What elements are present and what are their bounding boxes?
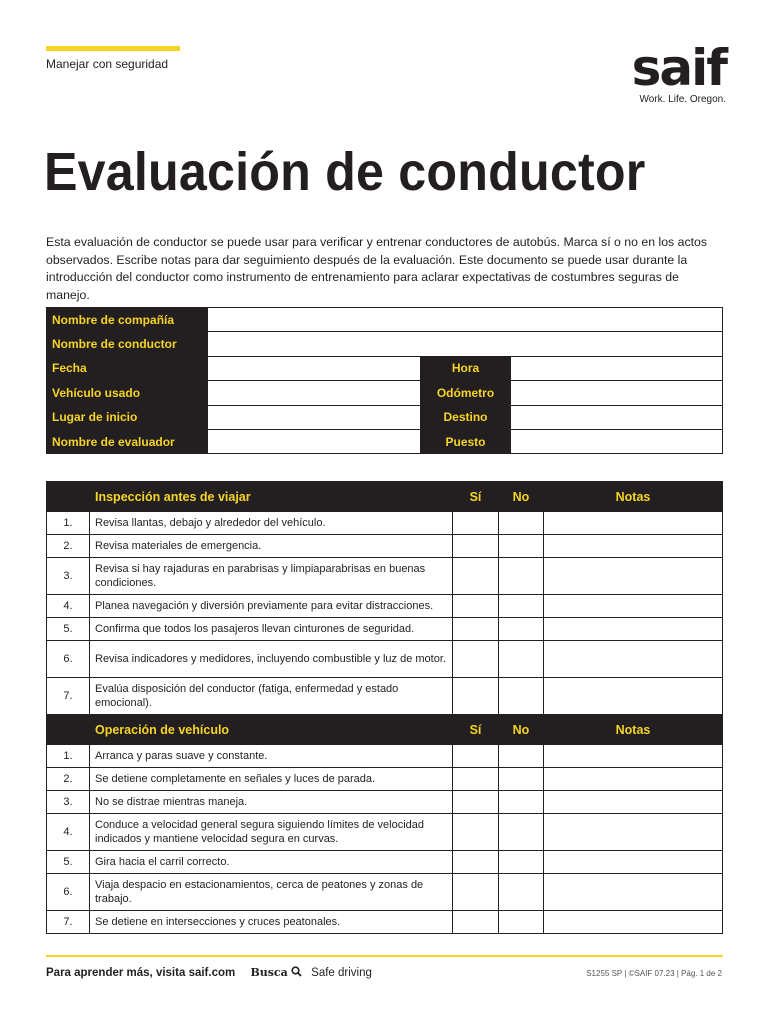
notes-cell[interactable] [544, 535, 723, 558]
no-cell[interactable] [499, 618, 544, 641]
notes-cell[interactable] [544, 791, 723, 814]
table-row [47, 745, 723, 768]
accent-bar [46, 46, 180, 51]
item-text: Revisa si hay rajaduras en parabrisas y limpiaparabrisas en buenas condiciones. [90, 558, 453, 595]
no-cell[interactable] [499, 558, 544, 595]
notes-cell[interactable] [544, 595, 723, 618]
no-cell[interactable] [499, 791, 544, 814]
item-text: Conduce a velocidad general segura siguiendo límites de velocidad indicados y mantiene velocidad segura en curvas. [90, 814, 453, 851]
item-number: 6. [47, 874, 90, 911]
no-header: No [499, 715, 544, 745]
vehicle-label: Vehículo usado [47, 381, 208, 405]
footer-links [46, 966, 372, 979]
table-row [47, 535, 723, 558]
table-row [47, 595, 723, 618]
odometer-field[interactable] [511, 381, 723, 405]
search-term[interactable]: Safe driving [311, 967, 372, 979]
page-title: Evaluación de conductor [44, 142, 646, 202]
footer-site-link[interactable]: saif.com [188, 967, 236, 979]
no-cell[interactable] [499, 595, 544, 618]
yes-cell[interactable] [453, 851, 499, 874]
no-cell[interactable] [499, 535, 544, 558]
yes-cell[interactable] [453, 768, 499, 791]
item-number: 2. [47, 535, 90, 558]
yes-header: Sí [453, 482, 499, 512]
no-cell[interactable] [499, 641, 544, 678]
table-row [47, 911, 723, 934]
item-number: 1. [47, 745, 90, 768]
evaluator-field[interactable] [208, 429, 421, 453]
yes-cell[interactable] [453, 814, 499, 851]
company-label: Nombre de compañía [47, 308, 208, 332]
position-field[interactable] [511, 429, 723, 453]
start-label: Lugar de inicio [47, 405, 208, 429]
yes-cell[interactable] [453, 512, 499, 535]
position-label: Puesto [421, 429, 511, 453]
table-row [47, 874, 723, 911]
footer-learn-text: Para aprender más, visita [46, 967, 186, 979]
busca-text: Busca [250, 966, 288, 979]
table-row [47, 558, 723, 595]
no-cell[interactable] [499, 911, 544, 934]
yes-cell[interactable] [453, 618, 499, 641]
item-number: 5. [47, 851, 90, 874]
item-text: Evalúa disposición del conductor (fatiga, enfermedad y estado emocional). [90, 678, 453, 715]
table-row [47, 768, 723, 791]
section-num-header [47, 715, 90, 745]
yes-cell[interactable] [453, 535, 499, 558]
magnifier-icon [291, 966, 302, 977]
evaluator-label: Nombre de evaluador [47, 429, 208, 453]
item-text: Planea navegación y diversión previamente para evitar distracciones. [90, 595, 453, 618]
yes-cell[interactable] [453, 558, 499, 595]
info-form [46, 307, 723, 454]
footer-bar [46, 955, 723, 957]
section-header [47, 715, 723, 745]
notes-cell[interactable] [544, 745, 723, 768]
yes-cell[interactable] [453, 874, 499, 911]
item-number: 7. [47, 678, 90, 715]
table-row [47, 512, 723, 535]
notes-cell[interactable] [544, 851, 723, 874]
notes-cell[interactable] [544, 814, 723, 851]
section-header [47, 482, 723, 512]
notes-cell[interactable] [544, 911, 723, 934]
item-text: Revisa llantas, debajo y alrededor del vehículo. [90, 512, 453, 535]
notes-cell[interactable] [544, 558, 723, 595]
section-title: Inspección antes de viajar [90, 482, 453, 512]
document-code: S1255 SP | ©SAIF 07.23 | Pág. 1 de 2 [586, 969, 722, 978]
table-row [47, 814, 723, 851]
yes-header: Sí [453, 715, 499, 745]
item-number: 2. [47, 768, 90, 791]
no-cell[interactable] [499, 814, 544, 851]
yes-cell[interactable] [453, 791, 499, 814]
item-text: Viaja despacio en estacionamientos, cerca de peatones y zonas de trabajo. [90, 874, 453, 911]
notes-cell[interactable] [544, 768, 723, 791]
yes-cell[interactable] [453, 641, 499, 678]
table-row [47, 678, 723, 715]
section-num-header [47, 482, 90, 512]
tagline: Manejar con seguridad [46, 57, 169, 71]
item-text: Revisa indicadores y medidores, incluyendo combustible y luz de motor. [90, 641, 453, 678]
notes-cell[interactable] [544, 618, 723, 641]
no-cell[interactable] [499, 851, 544, 874]
intro-paragraph: Esta evaluación de conductor se puede usar para verificar y entrenar conductores de autobús. Marca sí o no en los actos observados. Escribe notas para dar seguimiento después de la evaluación. Este documento se puede usar durante la introducción del conductor como instrumento de entrenamiento para aclarar expectativas de costumbres seguras de manejo. [46, 235, 707, 302]
time-field[interactable] [511, 356, 723, 380]
company-field[interactable] [208, 308, 723, 332]
logo-wordmark: saif [631, 39, 726, 97]
notes-header: Notas [544, 482, 723, 512]
yes-cell[interactable] [453, 678, 499, 715]
no-cell[interactable] [499, 745, 544, 768]
date-label: Fecha [47, 356, 208, 380]
item-number: 1. [47, 512, 90, 535]
item-text: Arranca y paras suave y constante. [90, 745, 453, 768]
no-cell[interactable] [499, 768, 544, 791]
item-text: Se detiene completamente en señales y luces de parada. [90, 768, 453, 791]
destination-field[interactable] [511, 405, 723, 429]
odometer-label: Odómetro [421, 381, 511, 405]
no-cell[interactable] [499, 678, 544, 715]
yes-cell[interactable] [453, 911, 499, 934]
section-title: Operación de vehículo [90, 715, 453, 745]
item-text: No se distrae mientras maneja. [90, 791, 453, 814]
no-cell[interactable] [499, 512, 544, 535]
notes-cell[interactable] [544, 641, 723, 678]
vehicle-field[interactable] [208, 381, 421, 405]
yes-cell[interactable] [453, 745, 499, 768]
yes-cell[interactable] [453, 595, 499, 618]
no-cell[interactable] [499, 874, 544, 911]
notes-cell[interactable] [544, 678, 723, 715]
item-number: 6. [47, 641, 90, 678]
item-text: Gira hacia el carril correcto. [90, 851, 453, 874]
item-number: 3. [47, 558, 90, 595]
table-row [47, 641, 723, 678]
notes-cell[interactable] [544, 874, 723, 911]
item-number: 4. [47, 814, 90, 851]
time-label: Hora [421, 356, 511, 380]
notes-cell[interactable] [544, 512, 723, 535]
date-field[interactable] [208, 356, 421, 380]
logo-slogan: Work. Life. Oregon. [639, 94, 726, 105]
item-text: Revisa materiales de emergencia. [90, 535, 453, 558]
table-row [47, 791, 723, 814]
checklist-table [46, 481, 723, 934]
driver-field[interactable] [208, 332, 723, 356]
start-field[interactable] [208, 405, 421, 429]
item-number: 7. [47, 911, 90, 934]
notes-header: Notas [544, 715, 723, 745]
item-number: 3. [47, 791, 90, 814]
item-text: Confirma que todos los pasajeros llevan cinturones de seguridad. [90, 618, 453, 641]
table-row [47, 851, 723, 874]
item-number: 4. [47, 595, 90, 618]
saif-logo [618, 40, 726, 110]
table-row [47, 618, 723, 641]
item-text: Se detiene en intersecciones y cruces peatonales. [90, 911, 453, 934]
destination-label: Destino [421, 405, 511, 429]
no-header: No [499, 482, 544, 512]
item-number: 5. [47, 618, 90, 641]
driver-label: Nombre de conductor [47, 332, 208, 356]
